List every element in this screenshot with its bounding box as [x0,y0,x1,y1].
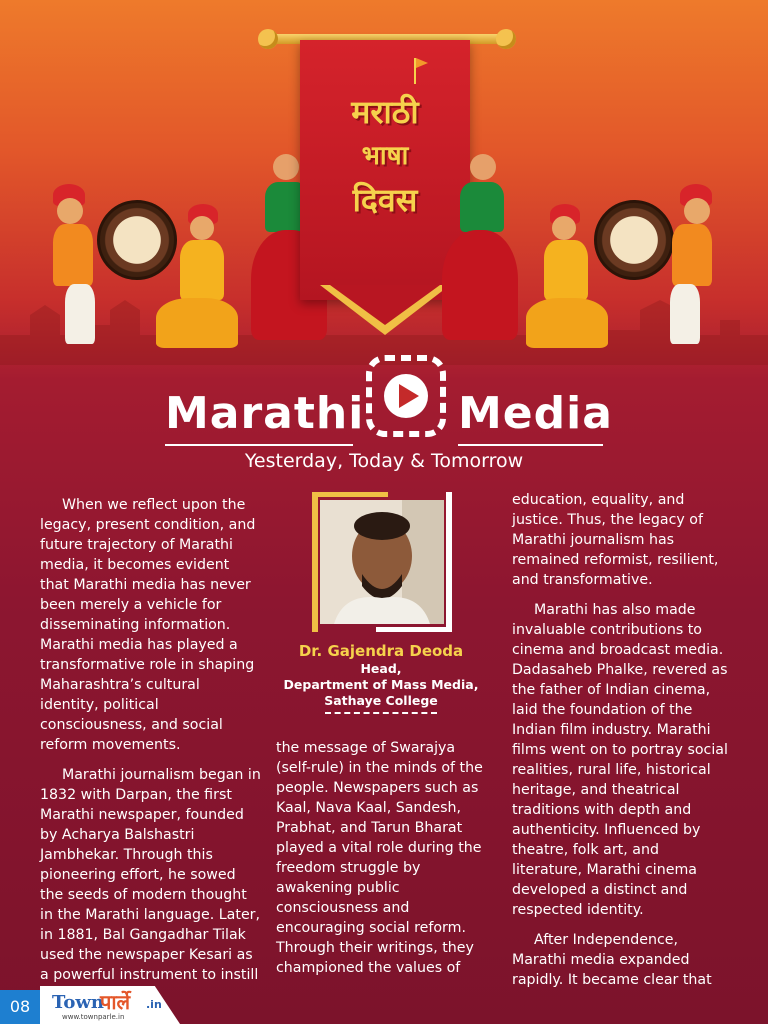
title-word-media: Media [458,388,613,439]
brand-parle-text: पार्ले [100,990,131,1014]
column3-paragraph-1: education, equality, and justice. Thus, the legacy of Marathi journalism has remained reformist, resilient, and transformative. [512,492,719,588]
article-column-3 [512,490,732,1000]
column1-paragraph-1: When we reflect upon the legacy, present condition, and future trajectory of Marathi media, it becomes evident that Marathi media has never been merely a vehicle for disseminating information. Marathi media has played a transformative role in shaping Maharashtra’s cultural identity, political consciousness, and social reform movements. [40,497,256,753]
title-underline-right [458,444,603,446]
article-column-1 [40,495,262,995]
hero-illustration [0,0,768,380]
column3-paragraph-3: After Independence, Marathi media expanded rapidly. It became clear that [512,932,712,988]
brand-town-text: Town [52,992,104,1013]
play-icon [363,352,449,440]
brand-url: www.townparle.in [62,1013,125,1021]
title-word-marathi: Marathi [165,388,365,439]
column2-paragraph-1: the message of Swarajya (self-rule) in the minds of the people. Newspapers such as Kaal, Nava Kaal, Sandesh, Prabhat, and Tarun Bharat played a vital role during the freedom struggle by awakening public consciousness and encouraging social reform. Through their writings, they championed the values of [276,740,483,976]
author-role [270,661,492,709]
author-portrait [320,500,444,624]
author-role-line-1: Head, [360,661,402,676]
article-column-2 [276,738,486,988]
column3-paragraph-2: Marathi has also made invaluable contributions to cinema and broadcast media. Dadasaheb Phalke, revered as the father of Indian cinema, laid the foundation of the Indian film industry. Marathi films went on to portray social realities, rural life, historical heritage, and theatrical traditions with depth and authenticity. Influenced by theatre, folk art, and literature, Marathi cinema developed a distinct and respected identity. [512,602,728,918]
author-photo [320,500,444,624]
banner-line-3: दिवस [352,181,418,219]
author-divider [325,712,437,714]
banner-tip-inner [330,285,440,325]
title-underline-left [165,444,353,446]
author-name: Dr. Gajendra Deoda [298,642,464,660]
banner-line-2: भाषा [361,141,409,171]
flag-icon [414,58,416,84]
article-subtitle: Yesterday, Today & Tomorrow [244,450,524,472]
dancer-woman-right [430,150,525,360]
brand-in-text: .in [146,998,162,1011]
author-role-line-3: Sathaye College [324,693,438,708]
dhol-player-right [590,180,720,350]
dancer-yellow-left [150,200,250,360]
column1-paragraph-2: Marathi journalism began in 1832 with Darpan, the first Marathi newspaper, founded by Acharya Balshastri Jambhekar. Through this pioneering effort, he sowed the seeds of modern thought in the Marathi language. Later, in 1881, Bal Gangadhar Tilak used the newspaper Kesari as a powerful instrument to instill [40,767,261,983]
page-number: 08 [0,990,40,1024]
banner-line-1: मराठी [351,93,419,131]
author-role-line-2: Department of Mass Media, [283,677,479,692]
